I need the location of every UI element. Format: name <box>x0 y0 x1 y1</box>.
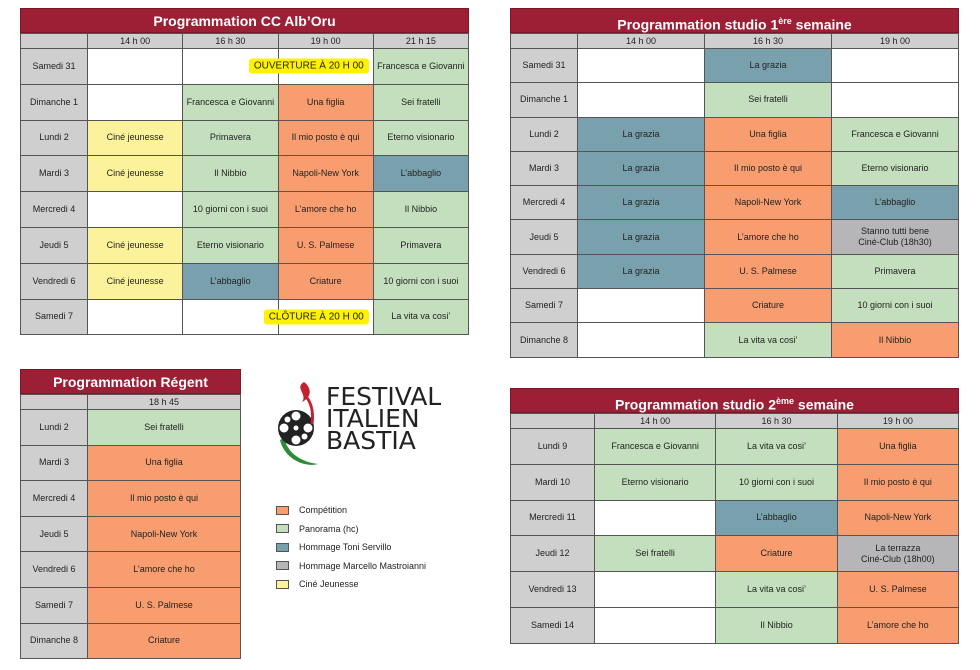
day-cell: Jeudi 5 <box>21 516 88 552</box>
screening-cell: Una figlia <box>278 84 373 120</box>
screening-cell: Ciné jeunesse <box>88 120 183 156</box>
screening-cell: L’amore che ho <box>88 552 241 588</box>
screening-cell: Il mio posto è qui <box>88 481 241 517</box>
screening-cell: U. S. Palmese <box>837 572 958 608</box>
alboru-table <box>20 33 469 335</box>
table-row <box>21 552 241 588</box>
table-row <box>511 429 959 465</box>
table-row <box>511 500 959 536</box>
empty-cell <box>88 84 183 120</box>
day-cell: Dimanche 1 <box>21 84 88 120</box>
screening-cell: Il Nibbio <box>832 323 959 357</box>
screening-cell: Sei fratelli <box>88 410 241 446</box>
studio1-table <box>510 33 959 358</box>
day-cell: Mercredi 4 <box>21 481 88 517</box>
legend-swatch <box>276 580 289 589</box>
empty-cell <box>578 289 705 323</box>
day-cell: Jeudi 5 <box>21 227 88 263</box>
table-row <box>21 481 241 517</box>
screening-cell: U. S. Palmese <box>278 227 373 263</box>
legend-swatch <box>276 524 289 533</box>
day-cell: Mardi 3 <box>21 156 88 192</box>
table-row <box>21 227 469 263</box>
empty-cell <box>595 500 716 536</box>
studio1-schedule <box>510 8 959 358</box>
time-header: 16 h 30 <box>183 34 278 49</box>
regent-table <box>20 394 241 659</box>
day-cell: Mardi 10 <box>511 464 595 500</box>
legend-item <box>276 501 426 520</box>
screening-cell: Una figlia <box>705 117 832 151</box>
screening-cell: Francesca e Giovanni <box>595 429 716 465</box>
logo-line-2: ITALIEN <box>326 404 420 433</box>
table-row <box>511 289 959 323</box>
screening-cell: Eterno visionario <box>373 120 468 156</box>
screening-cell: L’abbaglio <box>183 263 278 299</box>
day-cell: Samedi 14 <box>511 607 595 643</box>
empty-cell <box>88 49 183 85</box>
empty-cell <box>595 572 716 608</box>
time-header: 14 h 00 <box>578 34 705 49</box>
table-row <box>21 156 469 192</box>
screening-cell: Il Nibbio <box>373 192 468 228</box>
screening-cell: La vita va cosi’ <box>716 429 837 465</box>
studio2-schedule <box>510 388 959 644</box>
screening-cell: Napoli-New York <box>278 156 373 192</box>
screening-cell: La grazia <box>578 151 705 185</box>
legend-swatch <box>276 561 289 570</box>
day-cell: Dimanche 8 <box>511 323 578 357</box>
day-cell: Samedi 7 <box>21 587 88 623</box>
regent-title: Programmation Régent <box>20 369 241 394</box>
empty-cell <box>268 299 373 335</box>
day-cell: Mercredi 4 <box>511 186 578 220</box>
empty-cell <box>578 323 705 357</box>
day-cell: Lundi 2 <box>21 120 88 156</box>
screening-cell: L’abbaglio <box>832 186 959 220</box>
screening-cell: Primavera <box>373 227 468 263</box>
day-cell: Jeudi 5 <box>511 220 578 254</box>
studio2-title: Programmation studio 2ème semaine <box>510 388 959 413</box>
screening-cell: La grazia <box>578 254 705 288</box>
day-cell: Samedi 7 <box>511 289 578 323</box>
table-row <box>511 186 959 220</box>
screening-cell: Eterno visionario <box>832 151 959 185</box>
screening-cell: Sei fratelli <box>373 84 468 120</box>
screening-cell: 10 giorni con i suoi <box>832 289 959 323</box>
empty-cell <box>88 299 183 335</box>
day-cell: Vendredi 6 <box>511 254 578 288</box>
screening-cell: Napoli-New York <box>705 186 832 220</box>
screening-cell: La vita va cosi’ <box>716 572 837 608</box>
time-header: 19 h 00 <box>832 34 959 49</box>
screening-cell: Francesca e Giovanni <box>183 84 278 120</box>
day-cell: Vendredi 13 <box>511 572 595 608</box>
day-cell: Samedi 31 <box>511 49 578 83</box>
time-header: 16 h 30 <box>705 34 832 49</box>
empty-cell <box>832 49 959 83</box>
table-row <box>511 83 959 117</box>
day-cell: Mardi 3 <box>511 151 578 185</box>
empty-cell <box>578 49 705 83</box>
screening-cell: Napoli-New York <box>88 516 241 552</box>
screening-cell: Sei fratelli <box>705 83 832 117</box>
day-cell: Lundi 2 <box>21 410 88 446</box>
screening-cell: L’abbaglio <box>373 156 468 192</box>
time-header: 19 h 00 <box>837 414 958 429</box>
table-row <box>21 516 241 552</box>
time-header: 21 h 15 <box>373 34 468 49</box>
screening-cell: Sei fratelli <box>595 536 716 572</box>
legend-item <box>276 557 426 576</box>
day-cell: Lundi 9 <box>511 429 595 465</box>
screening-cell: La grazia <box>578 220 705 254</box>
table-row <box>511 220 959 254</box>
festival-logo <box>274 380 449 470</box>
screening-cell: Criature <box>705 289 832 323</box>
legend-label: Hommage Marcello Mastroianni <box>299 560 427 571</box>
screening-cell: L’amore che ho <box>278 192 373 228</box>
day-cell: Mardi 3 <box>21 445 88 481</box>
empty-cell <box>595 607 716 643</box>
legend-label: Hommage Toni Servillo <box>299 542 392 553</box>
screening-cell: 10 giorni con i suoi <box>183 192 278 228</box>
screening-cell: Criature <box>88 623 241 659</box>
table-row <box>511 151 959 185</box>
screening-cell: Il mio posto è qui <box>278 120 373 156</box>
day-cell: Mercredi 11 <box>511 500 595 536</box>
table-row <box>21 84 469 120</box>
table-row <box>21 623 241 659</box>
screening-cell: Eterno visionario <box>595 464 716 500</box>
screening-cell: U. S. Palmese <box>705 254 832 288</box>
table-row <box>21 445 241 481</box>
screening-cell: Il Nibbio <box>183 156 278 192</box>
logo-line-3: BASTIA <box>326 426 416 455</box>
legend-item <box>276 520 426 539</box>
day-cell: Jeudi 12 <box>511 536 595 572</box>
studio1-title: Programmation studio 1ère semaine <box>510 8 959 33</box>
table-row <box>21 120 469 156</box>
festival-name <box>326 382 442 455</box>
screening-cell: Una figlia <box>88 445 241 481</box>
screening-cell: Il mio posto è qui <box>705 151 832 185</box>
day-cell: Lundi 2 <box>511 117 578 151</box>
screening-cell: 10 giorni con i suoi <box>373 263 468 299</box>
screening-cell: L’amore che ho <box>705 220 832 254</box>
day-cell: Vendredi 6 <box>21 263 88 299</box>
table-row <box>511 49 959 83</box>
logo-line-1: FESTIVAL <box>326 382 442 411</box>
screening-cell: Criature <box>716 536 837 572</box>
legend-label: Compétition <box>299 505 348 516</box>
table-row <box>21 410 241 446</box>
empty-cell <box>253 49 373 85</box>
screening-cell: Francesca e Giovanni <box>373 49 468 85</box>
table-row <box>511 536 959 572</box>
legend-item <box>276 538 426 557</box>
screening-cell: Primavera <box>832 254 959 288</box>
day-cell: Vendredi 6 <box>21 552 88 588</box>
screening-cell: La grazia <box>705 49 832 83</box>
table-row <box>21 263 469 299</box>
screening-cell: Ciné jeunesse <box>88 156 183 192</box>
screening-cell: U. S. Palmese <box>88 587 241 623</box>
table-row <box>511 572 959 608</box>
corner-cell <box>511 414 595 429</box>
opening-badge: OUVERTURE À 20 H 00 <box>249 59 369 74</box>
screening-cell: 10 giorni con i suoi <box>716 464 837 500</box>
closing-badge: CLÔTURE À 20 H 00 <box>264 309 369 324</box>
screening-cell: Il mio posto è qui <box>837 464 958 500</box>
regent-schedule <box>20 369 241 659</box>
screening-cell: L’amore che ho <box>837 607 958 643</box>
legend-label: Panorama (hc) <box>299 523 359 534</box>
empty-cell <box>578 83 705 117</box>
screening-cell: Il Nibbio <box>716 607 837 643</box>
screening-cell: Primavera <box>183 120 278 156</box>
day-cell: Samedi 31 <box>21 49 88 85</box>
day-cell: Dimanche 1 <box>511 83 578 117</box>
table-row <box>511 323 959 357</box>
alboru-title: Programmation CC Alb’Oru <box>20 8 469 33</box>
screening-cell: La grazia <box>578 186 705 220</box>
day-cell: Dimanche 8 <box>21 623 88 659</box>
alboru-schedule <box>20 8 469 335</box>
screening-cell: Stanno tutti bene Ciné-Club (18h30) <box>832 220 959 254</box>
corner-cell <box>21 34 88 49</box>
film-reel-icon <box>274 380 326 470</box>
corner-cell <box>21 395 88 410</box>
screening-cell: Napoli-New York <box>837 500 958 536</box>
screening-cell: Eterno visionario <box>183 227 278 263</box>
legend-swatch <box>276 506 289 515</box>
table-row <box>21 587 241 623</box>
screening-cell: Francesca e Giovanni <box>832 117 959 151</box>
table-row <box>511 254 959 288</box>
empty-cell <box>832 83 959 117</box>
table-row <box>511 117 959 151</box>
legend <box>276 501 426 594</box>
screening-cell: La grazia <box>578 117 705 151</box>
screening-cell: La terrazza Ciné-Club (18h00) <box>837 536 958 572</box>
time-header: 14 h 00 <box>595 414 716 429</box>
table-row <box>511 464 959 500</box>
screening-cell: Criature <box>278 263 373 299</box>
day-cell: Samedi 7 <box>21 299 88 335</box>
table-row <box>21 49 469 85</box>
time-header: 18 h 45 <box>88 395 241 410</box>
legend-label: Ciné Jeunesse <box>299 579 359 590</box>
studio2-table <box>510 413 959 644</box>
table-row <box>21 299 469 335</box>
screening-cell: La vita va cosi’ <box>705 323 832 357</box>
legend-item <box>276 575 426 594</box>
day-cell: Mercredi 4 <box>21 192 88 228</box>
time-header: 16 h 30 <box>716 414 837 429</box>
legend-swatch <box>276 543 289 552</box>
empty-cell <box>88 192 183 228</box>
screening-cell: La vita va cosi’ <box>373 299 468 335</box>
time-header: 19 h 00 <box>278 34 373 49</box>
screening-cell: Ciné jeunesse <box>88 263 183 299</box>
table-row <box>511 607 959 643</box>
corner-cell <box>511 34 578 49</box>
table-row <box>21 192 469 228</box>
screening-cell: Ciné jeunesse <box>88 227 183 263</box>
screening-cell: Una figlia <box>837 429 958 465</box>
time-header: 14 h 00 <box>88 34 183 49</box>
screening-cell: L’abbaglio <box>716 500 837 536</box>
